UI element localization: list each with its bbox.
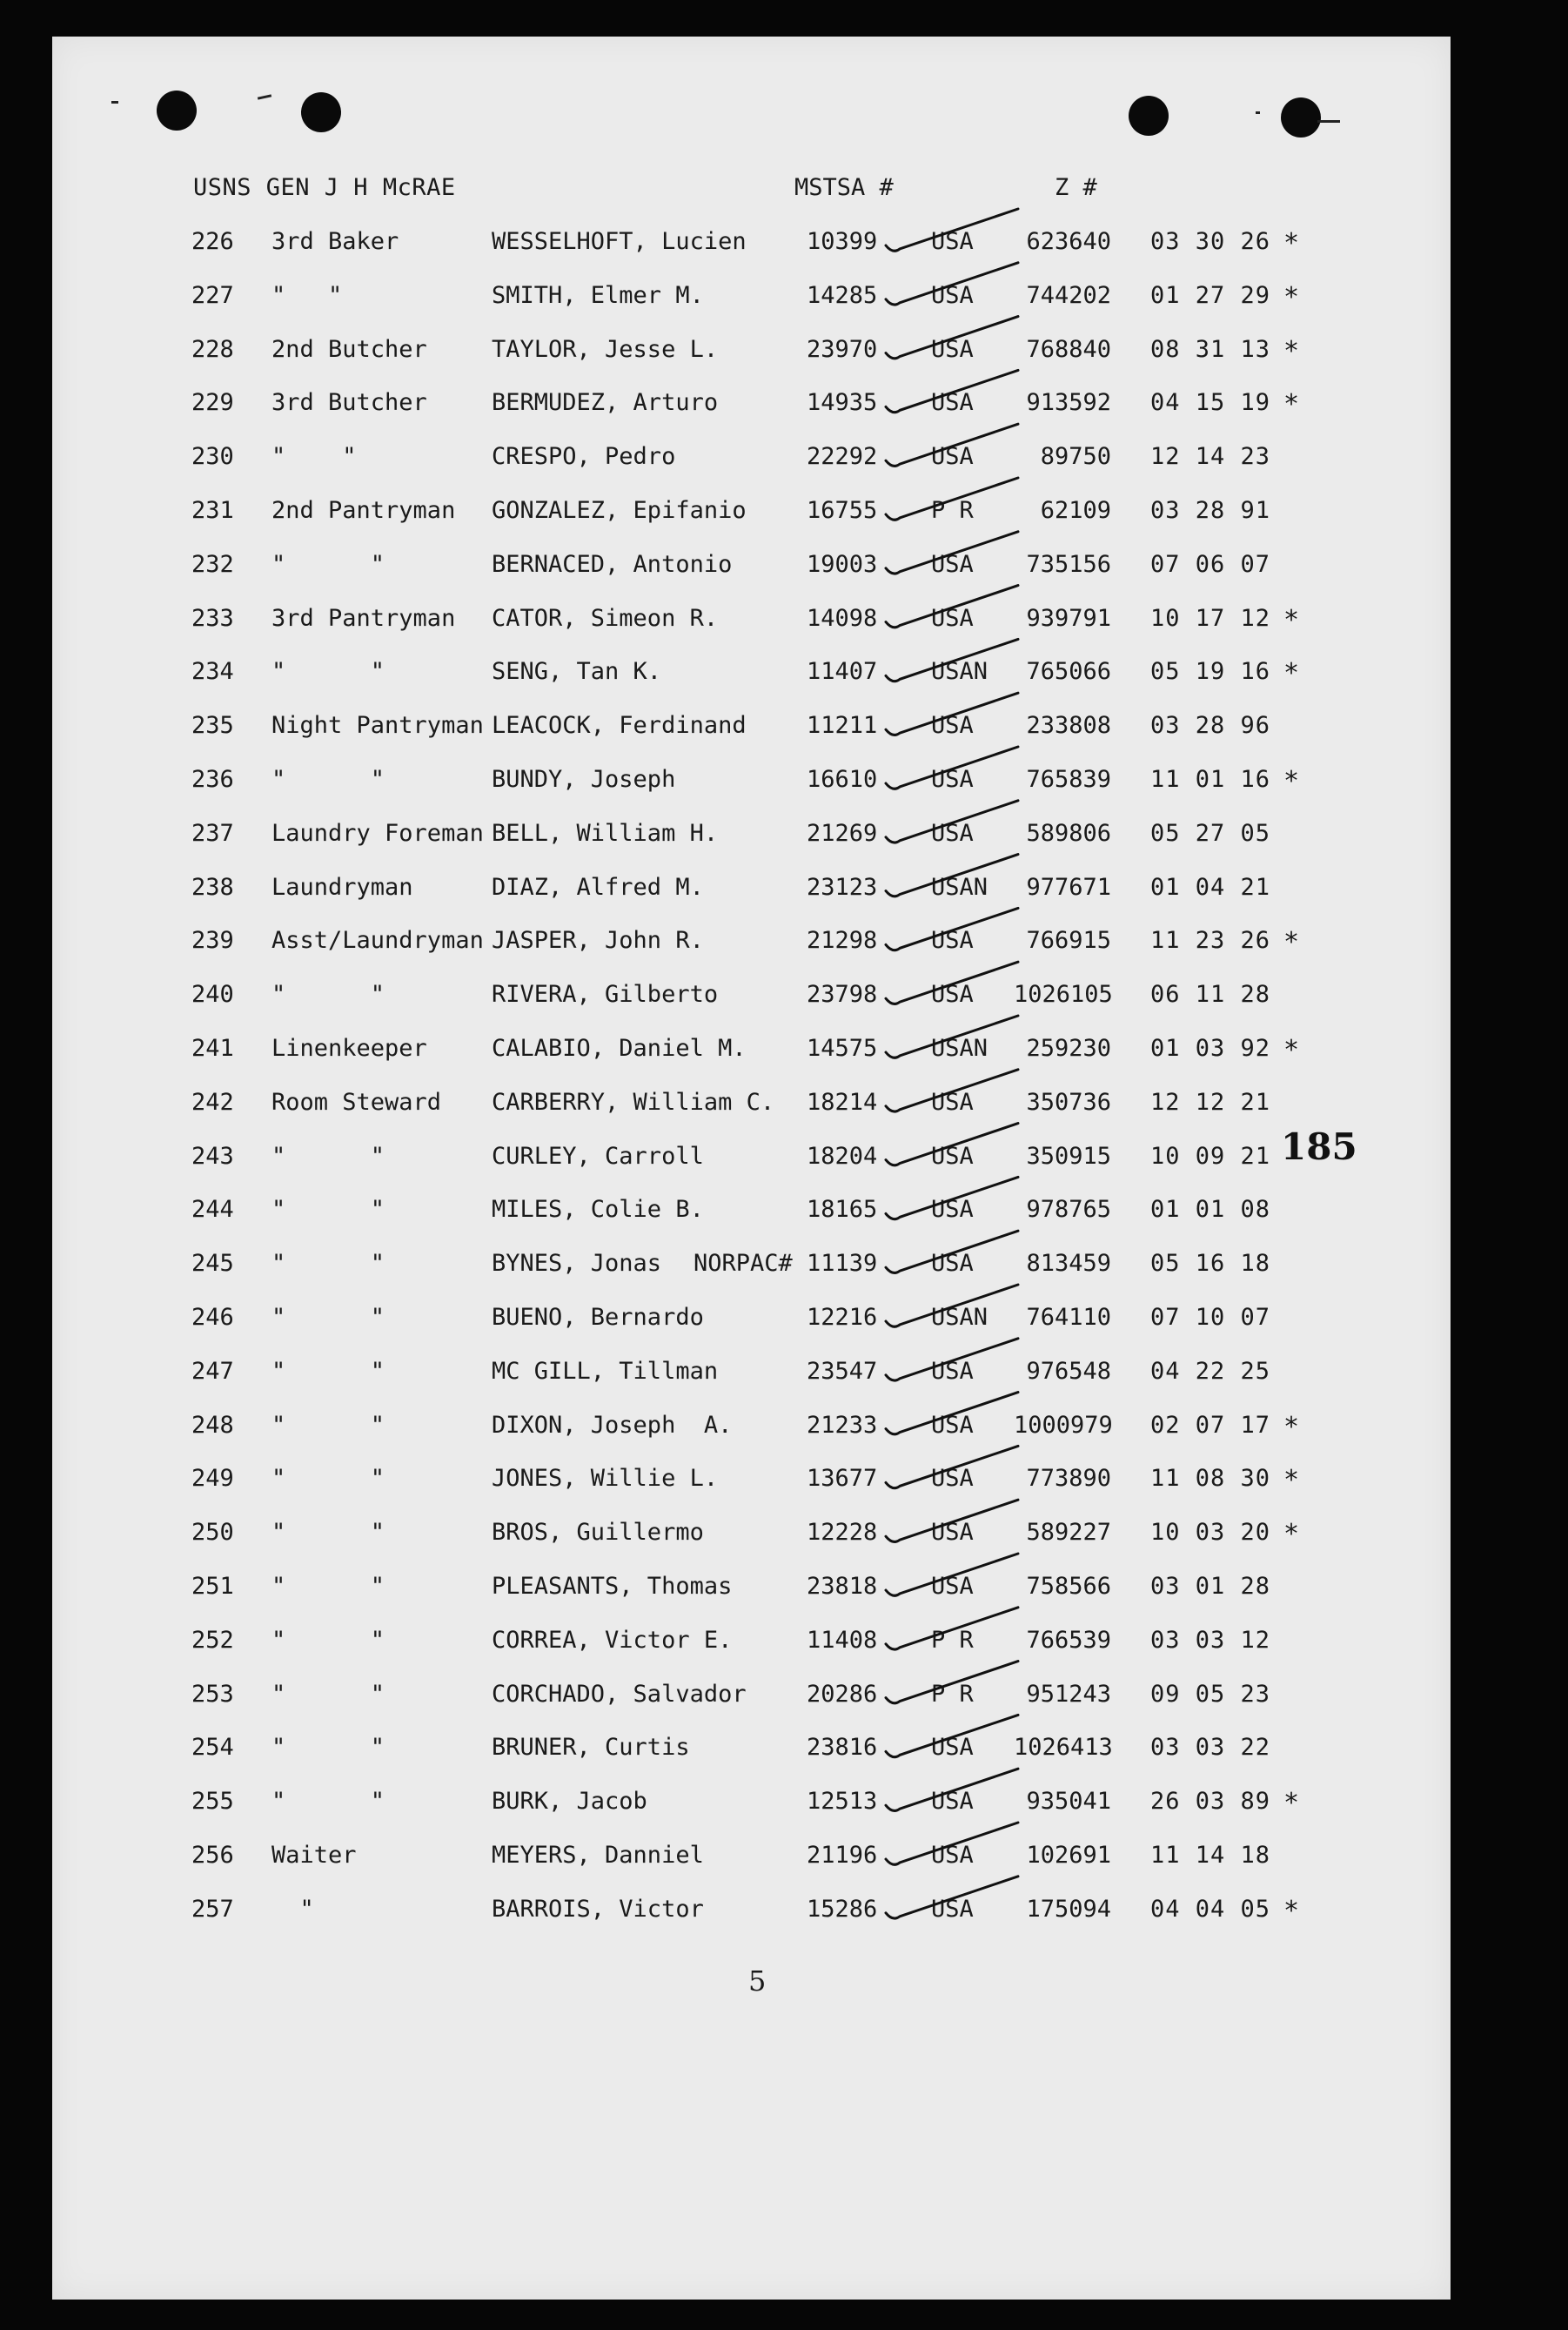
cell-z: 744202 <box>1026 282 1111 309</box>
cell-date: 01 04 21 <box>1150 874 1271 901</box>
cell-mstsa: 14575 <box>807 1035 878 1062</box>
punch-hole <box>1129 96 1169 136</box>
cell-seq: 249 <box>191 1465 234 1492</box>
cell-date: 07 06 07 <box>1150 551 1271 578</box>
cell-date: 11 08 30 <box>1150 1465 1271 1492</box>
cell-date: 05 16 18 <box>1150 1250 1271 1277</box>
cell-star: * <box>1283 1519 1300 1549</box>
table-row <box>0 605 1568 640</box>
page-stamp-number: 185 <box>1281 1125 1357 1168</box>
cell-name: CALABIO, Daniel M. <box>492 1035 747 1062</box>
cell-title: 3rd Butcher <box>271 389 427 416</box>
page-number: 5 <box>748 1964 767 1998</box>
cell-title: " " <box>271 1734 385 1761</box>
cell-title: 3rd Pantryman <box>271 605 456 632</box>
cell-z: 62109 <box>1040 497 1111 524</box>
cell-z: 589227 <box>1026 1519 1111 1546</box>
cell-date: 12 14 23 <box>1150 443 1271 470</box>
cell-title: " " <box>271 1196 385 1223</box>
cell-cit: USA <box>931 1788 974 1815</box>
cell-date: 04 15 19 <box>1150 389 1271 416</box>
cell-title: " " <box>271 1358 385 1385</box>
cell-seq: 238 <box>191 874 234 901</box>
cell-z: 102691 <box>1026 1842 1111 1869</box>
cell-title: " <box>271 1896 314 1923</box>
cell-name: BERNACED, Antonio <box>492 551 733 578</box>
cell-mstsa: 14285 <box>807 282 878 309</box>
cell-seq: 254 <box>191 1734 234 1761</box>
cell-z: 350915 <box>1026 1143 1111 1170</box>
cell-name: SMITH, Elmer M. <box>492 282 704 309</box>
cell-z: 764110 <box>1026 1304 1111 1331</box>
cell-name: BERMUDEZ, Arturo <box>492 389 719 416</box>
table-row <box>0 1035 1568 1070</box>
cell-name: BURK, Jacob <box>492 1788 647 1815</box>
cell-mstsa: 12228 <box>807 1519 878 1546</box>
cell-mstsa: 16610 <box>807 766 878 793</box>
cell-date: 03 30 26 <box>1150 228 1271 255</box>
table-row <box>0 874 1568 909</box>
cell-z: 935041 <box>1026 1788 1111 1815</box>
cell-z: 623640 <box>1026 228 1111 255</box>
cell-seq: 251 <box>191 1573 234 1600</box>
cell-cit: USAN <box>931 658 988 685</box>
stray-mark <box>1256 111 1260 114</box>
cell-mstsa: 21233 <box>807 1412 878 1439</box>
cell-name: MEYERS, Danniel <box>492 1842 704 1869</box>
cell-name: CURLEY, Carroll <box>492 1143 704 1170</box>
cell-name: BELL, William H. <box>492 820 719 847</box>
cell-seq: 255 <box>191 1788 234 1815</box>
stray-mark <box>1317 120 1340 123</box>
cell-mstsa: 23818 <box>807 1573 878 1600</box>
ship-name: USNS GEN J H McRAE <box>193 174 456 201</box>
table-row <box>0 1250 1568 1285</box>
cell-mstsa: 21269 <box>807 820 878 847</box>
cell-mstsa: 21196 <box>807 1842 878 1869</box>
cell-name: DIAZ, Alfred M. <box>492 874 704 901</box>
cell-z: 813459 <box>1026 1250 1111 1277</box>
cell-name: CRESPO, Pedro <box>492 443 676 470</box>
cell-date: 10 17 12 <box>1150 605 1271 632</box>
cell-z: 350736 <box>1026 1089 1111 1116</box>
cell-seq: 244 <box>191 1196 234 1223</box>
cell-z: 765066 <box>1026 658 1111 685</box>
cell-cit: USA <box>931 228 974 255</box>
cell-seq: 234 <box>191 658 234 685</box>
table-row <box>0 1734 1568 1769</box>
cell-mstsa: 22292 <box>807 443 878 470</box>
table-row <box>0 658 1568 693</box>
table-row <box>0 820 1568 855</box>
cell-date: 03 03 12 <box>1150 1627 1271 1654</box>
cell-seq: 253 <box>191 1681 234 1708</box>
cell-name: RIVERA, Gilberto <box>492 981 719 1008</box>
cell-title: Night Pantryman <box>271 712 484 739</box>
cell-cit: P R <box>931 1681 974 1708</box>
cell-date: 26 03 89 <box>1150 1788 1271 1815</box>
cell-title: Laundry Foreman <box>271 820 484 847</box>
punch-hole <box>157 91 197 131</box>
cell-mstsa: 16755 <box>807 497 878 524</box>
table-row <box>0 1358 1568 1393</box>
cell-mstsa: 11407 <box>807 658 878 685</box>
cell-name: MC GILL, Tillman <box>492 1358 719 1385</box>
table-row <box>0 1627 1568 1662</box>
cell-seq: 248 <box>191 1412 234 1439</box>
cell-name: BRUNER, Curtis <box>492 1734 690 1761</box>
cell-mstsa: 23798 <box>807 981 878 1008</box>
cell-cit: USA <box>931 712 974 739</box>
cell-z: 1000979 <box>1014 1412 1113 1439</box>
cell-name: BUENO, Bernardo <box>492 1304 704 1331</box>
cell-z: 259230 <box>1026 1035 1111 1062</box>
cell-z: 939791 <box>1026 605 1111 632</box>
cell-cit: USA <box>931 1465 974 1492</box>
cell-seq: 250 <box>191 1519 234 1546</box>
cell-cit: USA <box>931 1896 974 1923</box>
cell-title: Linenkeeper <box>271 1035 427 1062</box>
cell-date: 04 22 25 <box>1150 1358 1271 1385</box>
cell-title: " " <box>271 282 343 309</box>
cell-cit: USA <box>931 1143 974 1170</box>
cell-name: CARBERRY, William C. <box>492 1089 775 1116</box>
cell-seq: 228 <box>191 336 234 363</box>
cell-mstsa: 14098 <box>807 605 878 632</box>
cell-mstsa: 12513 <box>807 1788 878 1815</box>
cell-seq: 236 <box>191 766 234 793</box>
cell-date: 01 27 29 <box>1150 282 1271 309</box>
cell-cit: USA <box>931 927 974 954</box>
cell-date: 11 01 16 <box>1150 766 1271 793</box>
cell-note: NORPAC# <box>694 1250 793 1277</box>
cell-mstsa: 18214 <box>807 1089 878 1116</box>
cell-date: 01 01 08 <box>1150 1196 1271 1223</box>
cell-date: 03 03 22 <box>1150 1734 1271 1761</box>
cell-name: LEACOCK, Ferdinand <box>492 712 747 739</box>
cell-star: * <box>1283 336 1300 366</box>
cell-z: 766915 <box>1026 927 1111 954</box>
cell-cit: USA <box>931 1412 974 1439</box>
cell-z: 233808 <box>1026 712 1111 739</box>
cell-seq: 233 <box>191 605 234 632</box>
table-row <box>0 282 1568 317</box>
cell-z: 913592 <box>1026 389 1111 416</box>
table-row <box>0 1842 1568 1877</box>
cell-mstsa: 14935 <box>807 389 878 416</box>
cell-seq: 241 <box>191 1035 234 1062</box>
cell-date: 03 01 28 <box>1150 1573 1271 1600</box>
cell-date: 03 28 96 <box>1150 712 1271 739</box>
cell-seq: 242 <box>191 1089 234 1116</box>
table-row <box>0 712 1568 747</box>
cell-z: 768840 <box>1026 336 1111 363</box>
table-row <box>0 497 1568 532</box>
cell-date: 05 19 16 <box>1150 658 1271 685</box>
cell-z: 758566 <box>1026 1573 1111 1600</box>
cell-star: * <box>1283 1788 1300 1818</box>
cell-title: " " <box>271 981 385 1008</box>
cell-title: " " <box>271 1573 385 1600</box>
cell-z: 766539 <box>1026 1627 1111 1654</box>
cell-cit: P R <box>931 1627 974 1654</box>
table-row <box>0 1465 1568 1500</box>
table-row <box>0 1089 1568 1124</box>
cell-mstsa: 20286 <box>807 1681 878 1708</box>
table-row <box>0 336 1568 371</box>
cell-cit: USA <box>931 1519 974 1546</box>
cell-seq: 230 <box>191 443 234 470</box>
cell-title: " " <box>271 1250 385 1277</box>
table-row <box>0 443 1568 478</box>
cell-seq: 237 <box>191 820 234 847</box>
table-row <box>0 228 1568 263</box>
cell-mstsa: 15286 <box>807 1896 878 1923</box>
cell-cit: USA <box>931 1089 974 1116</box>
cell-date: 01 03 92 <box>1150 1035 1271 1062</box>
cell-name: MILES, Colie B. <box>492 1196 704 1223</box>
cell-mstsa: 11211 <box>807 712 878 739</box>
cell-cit: USA <box>931 1196 974 1223</box>
cell-seq: 246 <box>191 1304 234 1331</box>
cell-cit: USA <box>931 1734 974 1761</box>
cell-title: " " <box>271 1143 385 1170</box>
cell-date: 05 27 05 <box>1150 820 1271 847</box>
cell-z: 977671 <box>1026 874 1111 901</box>
cell-star: * <box>1283 658 1300 688</box>
cell-mstsa: 13677 <box>807 1465 878 1492</box>
cell-z: 773890 <box>1026 1465 1111 1492</box>
cell-z: 735156 <box>1026 551 1111 578</box>
stray-mark <box>111 101 118 104</box>
cell-cit: USAN <box>931 1304 988 1331</box>
cell-cit: USA <box>931 820 974 847</box>
table-row <box>0 551 1568 586</box>
cell-name: PLEASANTS, Thomas <box>492 1573 733 1600</box>
cell-z: 978765 <box>1026 1196 1111 1223</box>
z-column-header: Z # <box>1055 174 1097 201</box>
cell-seq: 239 <box>191 927 234 954</box>
cell-seq: 229 <box>191 389 234 416</box>
cell-name: BUNDY, Joseph <box>492 766 676 793</box>
cell-mstsa: 10399 <box>807 228 878 255</box>
cell-name: CORCHADO, Salvador <box>492 1681 747 1708</box>
table-row <box>0 1681 1568 1716</box>
cell-title: " " <box>271 766 385 793</box>
cell-seq: 245 <box>191 1250 234 1277</box>
cell-date: 10 03 20 <box>1150 1519 1271 1546</box>
cell-star: * <box>1283 1896 1300 1926</box>
cell-star: * <box>1283 282 1300 312</box>
punch-hole <box>1281 97 1321 138</box>
cell-title: 3rd Baker <box>271 228 399 255</box>
cell-mstsa: 19003 <box>807 551 878 578</box>
cell-cit: USAN <box>931 874 988 901</box>
table-row <box>0 766 1568 801</box>
cell-name: DIXON, Joseph A. <box>492 1412 733 1439</box>
cell-cit: USAN <box>931 1035 988 1062</box>
cell-seq: 257 <box>191 1896 234 1923</box>
cell-title: " " <box>271 1465 385 1492</box>
cell-title: " " <box>271 443 357 470</box>
cell-cit: USA <box>931 1250 974 1277</box>
cell-star: * <box>1283 1035 1300 1065</box>
cell-title: Asst/Laundryman <box>271 927 484 954</box>
cell-title: " " <box>271 1627 385 1654</box>
cell-cit: USA <box>931 605 974 632</box>
cell-cit: USA <box>931 1358 974 1385</box>
table-row <box>0 1896 1568 1930</box>
cell-cit: USA <box>931 551 974 578</box>
punch-hole <box>301 92 341 132</box>
cell-seq: 247 <box>191 1358 234 1385</box>
cell-cit: USA <box>931 981 974 1008</box>
table-row <box>0 1196 1568 1231</box>
cell-mstsa: 11139 <box>807 1250 878 1277</box>
cell-title: " " <box>271 1412 385 1439</box>
cell-title: Laundryman <box>271 874 413 901</box>
cell-date: 09 05 23 <box>1150 1681 1271 1708</box>
cell-name: CATOR, Simeon R. <box>492 605 719 632</box>
cell-title: 2nd Pantryman <box>271 497 456 524</box>
cell-mstsa: 12216 <box>807 1304 878 1331</box>
cell-star: * <box>1283 605 1300 635</box>
cell-seq: 252 <box>191 1627 234 1654</box>
cell-title: Waiter <box>271 1842 357 1869</box>
cell-name: BARROIS, Victor <box>492 1896 704 1923</box>
cell-seq: 256 <box>191 1842 234 1869</box>
table-row <box>0 1412 1568 1447</box>
table-row <box>0 1573 1568 1608</box>
cell-mstsa: 23970 <box>807 336 878 363</box>
cell-date: 04 04 05 <box>1150 1896 1271 1923</box>
cell-name: SENG, Tan K. <box>492 658 662 685</box>
cell-name: BROS, Guillermo <box>492 1519 704 1546</box>
table-row <box>0 981 1568 1016</box>
table-row <box>0 1788 1568 1823</box>
cell-star: * <box>1283 1412 1300 1442</box>
cell-name: TAYLOR, Jesse L. <box>492 336 719 363</box>
cell-title: " " <box>271 1681 385 1708</box>
cell-date: 10 09 21 <box>1150 1143 1271 1170</box>
cell-seq: 226 <box>191 228 234 255</box>
table-row <box>0 1304 1568 1339</box>
cell-date: 07 10 07 <box>1150 1304 1271 1331</box>
cell-z: 1026105 <box>1014 981 1113 1008</box>
cell-name: JONES, Willie L. <box>492 1465 719 1492</box>
cell-date: 06 11 28 <box>1150 981 1271 1008</box>
cell-title: Room Steward <box>271 1089 442 1116</box>
table-row <box>0 389 1568 424</box>
cell-mstsa: 23816 <box>807 1734 878 1761</box>
cell-mstsa: 21298 <box>807 927 878 954</box>
cell-seq: 227 <box>191 282 234 309</box>
cell-mstsa: 23547 <box>807 1358 878 1385</box>
cell-star: * <box>1283 228 1300 259</box>
cell-title: " " <box>271 1304 385 1331</box>
cell-seq: 231 <box>191 497 234 524</box>
cell-name: CORREA, Victor E. <box>492 1627 733 1654</box>
cell-z: 976548 <box>1026 1358 1111 1385</box>
cell-title: " " <box>271 1788 385 1815</box>
cell-title: 2nd Butcher <box>271 336 427 363</box>
cell-z: 951243 <box>1026 1681 1111 1708</box>
cell-cit: USA <box>931 1573 974 1600</box>
cell-star: * <box>1283 766 1300 796</box>
cell-z: 589806 <box>1026 820 1111 847</box>
cell-mstsa: 18204 <box>807 1143 878 1170</box>
cell-cit: USA <box>931 766 974 793</box>
cell-cit: USA <box>931 282 974 309</box>
cell-date: 08 31 13 <box>1150 336 1271 363</box>
cell-date: 11 23 26 <box>1150 927 1271 954</box>
cell-seq: 243 <box>191 1143 234 1170</box>
cell-name: JASPER, John R. <box>492 927 704 954</box>
cell-star: * <box>1283 389 1300 420</box>
cell-name: WESSELHOFT, Lucien <box>492 228 747 255</box>
cell-seq: 232 <box>191 551 234 578</box>
cell-cit: P R <box>931 497 974 524</box>
cell-date: 03 28 91 <box>1150 497 1271 524</box>
cell-date: 11 14 18 <box>1150 1842 1271 1869</box>
cell-mstsa: 18165 <box>807 1196 878 1223</box>
cell-z: 175094 <box>1026 1896 1111 1923</box>
cell-seq: 240 <box>191 981 234 1008</box>
cell-star: * <box>1283 927 1300 957</box>
cell-cit: USA <box>931 336 974 363</box>
cell-title: " " <box>271 658 385 685</box>
table-row <box>0 1519 1568 1554</box>
cell-title: " " <box>271 551 385 578</box>
table-row <box>0 927 1568 962</box>
cell-cit: USA <box>931 389 974 416</box>
cell-star: * <box>1283 1465 1300 1495</box>
cell-mstsa: 23123 <box>807 874 878 901</box>
mstsa-column-header: MSTSA # <box>794 174 894 201</box>
cell-name: GONZALEZ, Epifanio <box>492 497 747 524</box>
cell-seq: 235 <box>191 712 234 739</box>
cell-date: 12 12 21 <box>1150 1089 1271 1116</box>
cell-z: 765839 <box>1026 766 1111 793</box>
cell-z: 89750 <box>1040 443 1111 470</box>
cell-cit: USA <box>931 443 974 470</box>
cell-title: " " <box>271 1519 385 1546</box>
cell-z: 1026413 <box>1014 1734 1113 1761</box>
cell-cit: USA <box>931 1842 974 1869</box>
cell-mstsa: 11408 <box>807 1627 878 1654</box>
cell-name: BYNES, Jonas <box>492 1250 662 1277</box>
cell-date: 02 07 17 <box>1150 1412 1271 1439</box>
